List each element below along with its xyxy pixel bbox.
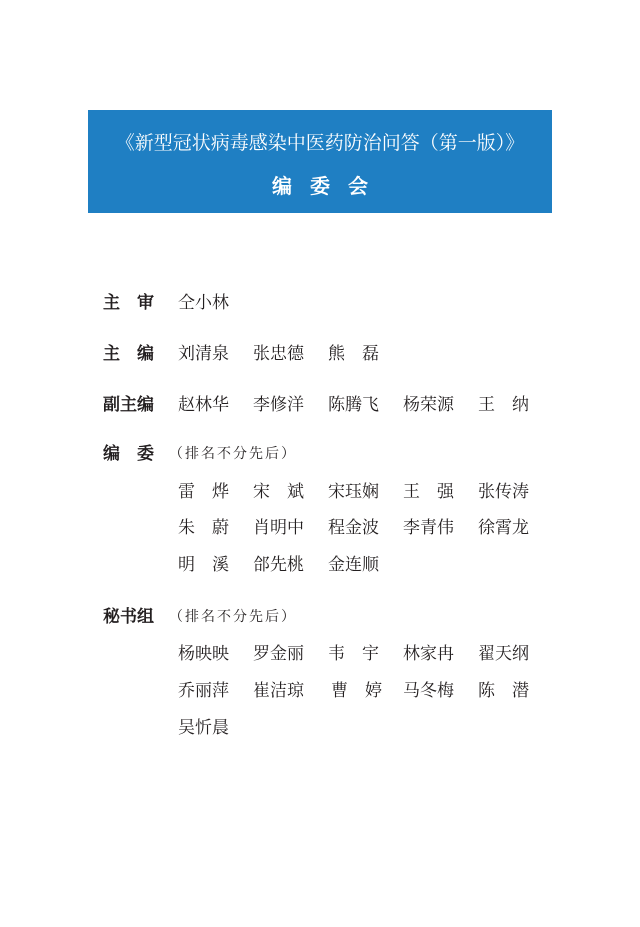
- member-name: 赵林华: [178, 395, 229, 415]
- member-name: 翟天纲: [478, 644, 529, 664]
- member-name: 明 溪: [178, 555, 229, 575]
- member-name: 肖明中: [253, 518, 304, 538]
- member-name: 刘清泉: [178, 344, 229, 364]
- member-name: 李青伟: [403, 518, 454, 538]
- member-name: 陈腾飞: [328, 395, 379, 415]
- member-name: 宋珏娴: [328, 482, 379, 502]
- member-name: 徐霄龙: [478, 518, 529, 538]
- deputy-editor-label: 副主编: [103, 395, 154, 415]
- member-name: 熊 磊: [328, 344, 379, 364]
- member-name: 王 强: [403, 482, 454, 502]
- member-name: 韦 宇: [328, 644, 379, 664]
- chief-reviewer-label: 主审: [103, 293, 171, 313]
- editorial-board-label: 编委: [103, 444, 171, 464]
- committee-heading: 编委会: [272, 174, 386, 198]
- member-name: 罗金丽: [253, 644, 304, 664]
- member-name: 朱 蔚: [178, 518, 229, 538]
- member-name: 杨映映: [178, 644, 229, 664]
- header-banner: [88, 110, 552, 213]
- member-name: 林家冉: [403, 644, 454, 664]
- member-name: 张忠德: [253, 344, 304, 364]
- member-name: 陈 潜: [478, 681, 529, 701]
- member-name: 马冬梅: [403, 681, 454, 701]
- member-name: 王 纳: [478, 395, 529, 415]
- secretariat-label: 秘书组: [103, 607, 154, 627]
- member-name: 程金波: [328, 518, 379, 538]
- member-name: 乔丽萍: [178, 681, 229, 701]
- ordering-note: （排名不分先后）: [169, 446, 297, 462]
- member-name: 张传涛: [478, 482, 529, 502]
- member-name: 杨荣源: [403, 395, 454, 415]
- member-name: 雷 烨: [178, 482, 229, 502]
- member-name: 崔洁琼: [253, 681, 304, 701]
- member-name: 吴忻晨: [178, 718, 229, 738]
- member-name: 仝小林: [178, 293, 229, 313]
- member-name: 金连顺: [328, 555, 379, 575]
- member-name: 曹 婷: [331, 681, 382, 701]
- document-title: 《新型冠状病毒感染中医药防治问答（第一版）》: [115, 132, 525, 154]
- chief-editor-label: 主编: [103, 344, 171, 364]
- ordering-note: （排名不分先后）: [169, 609, 297, 625]
- member-name: 李修洋: [253, 395, 304, 415]
- member-name: 郃先桃: [253, 555, 304, 575]
- member-name: 宋 斌: [253, 482, 304, 502]
